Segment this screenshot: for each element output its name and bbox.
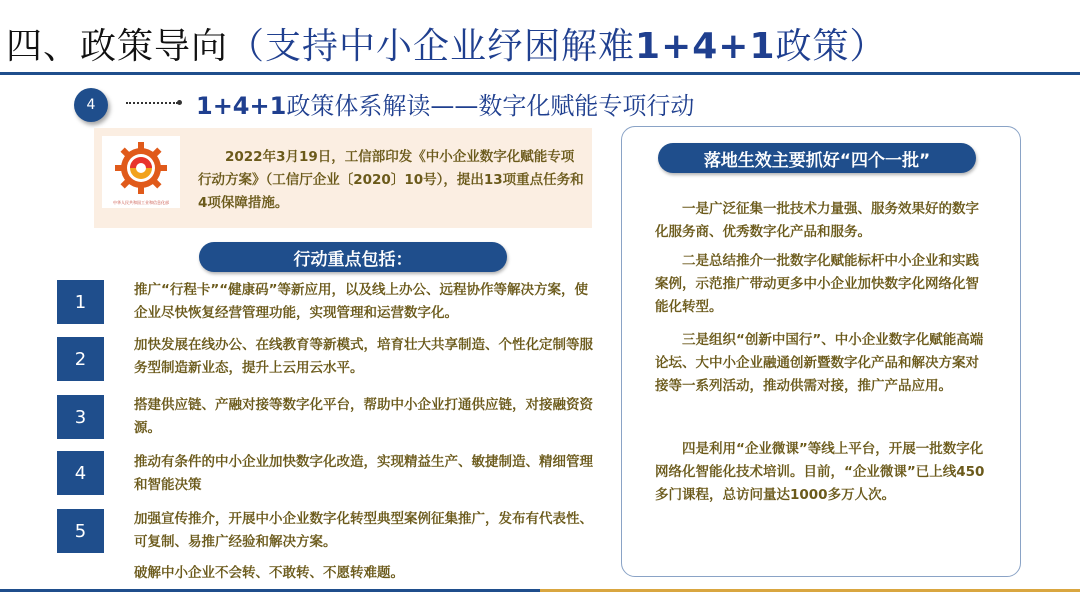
batch-paragraph-3: 三是组织“创新中国行”、中小企业数字化赋能高端论坛、大中小企业融通创新暨数字化产品和解决方案对接等一系列活动，推动供需对接，推广产品应用。 — [655, 332, 984, 394]
dotted-connector — [126, 102, 178, 104]
item-text-3: 搭建供应链、产融对接等数字化平台，帮助中小企业打通供应链，对接融资资源。 — [134, 397, 593, 436]
item-number-4: 4 — [57, 451, 104, 495]
item-number-1: 1 — [57, 280, 104, 324]
item-number-2: 2 — [57, 337, 104, 381]
title-divider — [0, 72, 1080, 75]
four-batches-heading: 落地生效主要抓好“四个一批” — [658, 143, 976, 173]
item-text-5: 加强宣传推介，开展中小企业数字化转型典型案例征集推广，发布有代表性、可复制、易推广经验和解决方案。 — [134, 511, 593, 550]
gear-logo-icon — [102, 136, 180, 200]
item-number-5: 5 — [57, 509, 104, 553]
section-number-badge: 4 — [74, 88, 108, 122]
footer-accent — [540, 589, 1080, 592]
title-paren-close: ） — [849, 26, 887, 67]
subtitle-text: 政策体系解读——数字化赋能专项行动 — [286, 92, 695, 120]
key-actions-heading: 行动重点包括： — [199, 242, 507, 272]
title-paren-tail: 政策 — [775, 26, 850, 67]
batch-paragraph-2: 二是总结推介一批数字化赋能标杆中小企业和实践案例，示范推广带动更多中小企业加快数字化网络化智能化转型。 — [655, 253, 979, 315]
title-paren-text: 支持中小企业纾困解难 — [265, 26, 636, 67]
item-text-2: 加快发展在线办公、在线教育等新模式，培育壮大共享制造、个性化定制等服务型制造新业态，提升上云用云水平。 — [134, 337, 593, 376]
title-paren-bold: 1+4+1 — [635, 26, 776, 67]
title-main: 四、政策导向 — [6, 26, 229, 67]
item-text-1: 推广“行程卡”“健康码”等新应用，以及线上办公、远程协作等解决方案，使企业尽快恢复经营管理功能，实现管理和运营数字化。 — [134, 282, 588, 321]
miit-logo — [102, 136, 180, 208]
batch-paragraph-1: 一是广泛征集一批技术力量强、服务效果好的数字化服务商、优秀数字化产品和服务。 — [655, 201, 979, 240]
announcement-text: 2022年3月19日，工信部印发《中小企业数字化赋能专项行动方案》（工信厅企业〔2020〕10号），提出13项重点任务和4项保障措施。 — [198, 149, 584, 211]
announcement-box — [94, 128, 592, 228]
closing-statement: 破解中小企业不会转、不敢转、不愿转难题。 — [134, 565, 404, 581]
logo-caption: 中华人民共和国工业和信息化部 — [113, 200, 169, 205]
batch-paragraph-4: 四是利用“企业微课”等线上平台，开展一批数字化网络化智能化技术培训。目前，“企业微课”已上线450多门课程，总访问量达1000多万人次。 — [655, 441, 985, 503]
slide-title — [6, 18, 887, 69]
item-number-3: 3 — [57, 395, 104, 439]
item-text-4: 推动有条件的中小企业加快数字化改造，实现精益生产、敏捷制造、精细管理和智能决策 — [134, 454, 593, 493]
title-paren-open: （ — [228, 26, 266, 67]
section-subtitle — [196, 86, 694, 121]
subtitle-bold: 1+4+1 — [196, 92, 287, 120]
